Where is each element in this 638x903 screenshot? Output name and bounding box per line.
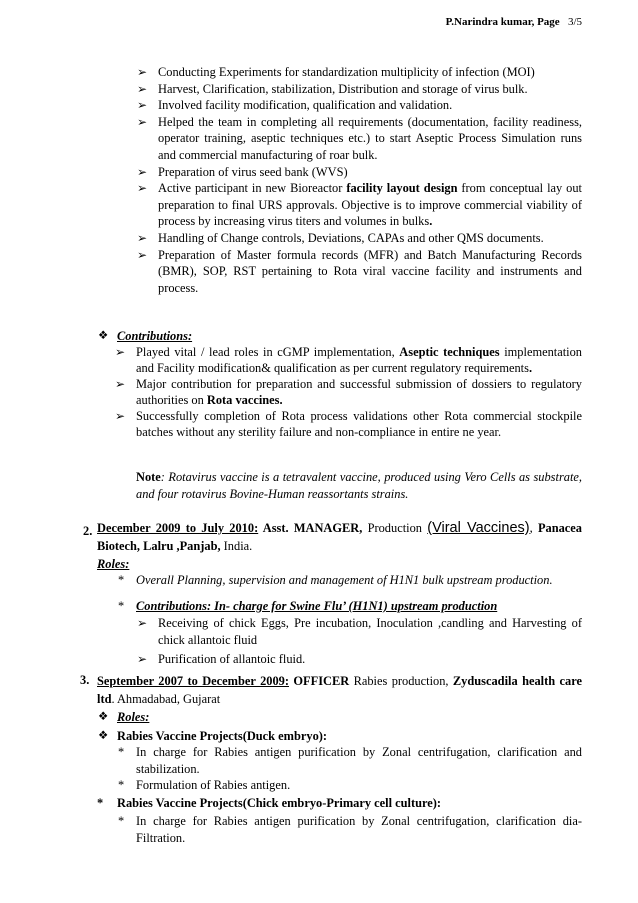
- header-page: 3/5: [567, 16, 582, 28]
- header-name: P.Narindra kumar, Page: [445, 16, 560, 28]
- job3-heading: [97, 673, 582, 708]
- job2-heading: [97, 520, 582, 555]
- star-bullet: *: [97, 796, 104, 810]
- role-text: Overall Planning, supervision and management of H1N1 bulk upstream production.: [136, 573, 553, 587]
- text: .: [429, 214, 433, 229]
- heading-text: Contributions:: [117, 329, 193, 343]
- list-item: ➢ Harvest, Clarification, stabilization, Distribution and storage of virus bulk.: [158, 81, 582, 98]
- list-item: ➢ Receiving of chick Eggs, Pre incubation, Inoculation ,candling and Harvesting of chick allantoic fluid: [158, 615, 582, 649]
- list-item: ➢ Involved facility modification, qualification and validation.: [158, 97, 582, 114]
- text: Major contribution for preparation and successful submission of dossiers to regulatory authorities on: [136, 377, 582, 407]
- list-item: ➢ Purification of allantoic fluid.: [158, 651, 582, 668]
- job2-contributions-list: [158, 615, 582, 668]
- item-number: 3.: [80, 673, 90, 687]
- project-heading: Rabies Vaccine Projects(Duck embryo):: [117, 729, 328, 743]
- job-dates: December 2009 to July 2010:: [97, 521, 259, 535]
- text: .: [528, 361, 533, 375]
- note-label: Note: [136, 470, 161, 484]
- bold-text: Rota vaccines.: [206, 393, 283, 407]
- note-text: : Rotavirus vaccine is a tetravalent vaccine, produced using Vero Cells as substrate, and four rotavirus Bovine-Human reassortants strains.: [136, 470, 582, 501]
- job-title: Asst. MANAGER,: [258, 521, 363, 535]
- contributions-section: [117, 328, 582, 345]
- list-item: * In charge for Rabies antigen purification by Zonal centrifugation, clarification and stabilization.: [136, 744, 582, 777]
- job-place: . Ahmadabad, Gujarat: [111, 691, 221, 706]
- text: Played vital / lead roles in cGMP implementation,: [136, 345, 400, 359]
- job-dates: September 2007 to December 2009:: [97, 674, 289, 688]
- job-dept-underlined: (Viral Vaccines): [427, 520, 530, 536]
- job2-roles-heading: [97, 556, 129, 573]
- list-item: ➢ Preparation of virus seed bank (WVS): [158, 164, 582, 181]
- list-item: [136, 344, 582, 376]
- page-header: [446, 16, 582, 28]
- text: ,: [529, 521, 538, 535]
- contributions-list: [136, 344, 582, 440]
- job-title: OFFICER: [289, 674, 350, 688]
- roles-text: Roles:: [117, 710, 150, 724]
- job-dept: Production: [362, 521, 428, 535]
- text: Active participant in new Bioreactor: [158, 181, 347, 196]
- project-heading: Rabies Vaccine Projects(Chick embryo-Primary cell culture):: [117, 796, 442, 810]
- duck-list: [136, 744, 582, 794]
- roles-heading: Roles:: [97, 557, 130, 571]
- bold-text: Aseptic techniques: [399, 345, 500, 359]
- list-item: * In charge for Rabies antigen purification by Zonal centrifugation, clarification dia-Filtration.: [136, 813, 582, 846]
- duck-heading: [117, 728, 582, 745]
- job-dept: Rabies production,: [349, 674, 453, 688]
- list-item: [136, 376, 582, 408]
- job-place: India.: [220, 538, 253, 553]
- list-item: ➢ Successfully completion of Rota process validations other Rota commercial stockpile batches without any sterility failure and non-compliance in entire ne year.: [136, 408, 582, 440]
- job2-contributions-heading: [136, 598, 582, 615]
- list-item-bioreactor: [158, 180, 582, 230]
- chick-heading-block: [97, 795, 582, 812]
- list-item: [136, 572, 582, 589]
- list-item: * Formulation of Rabies antigen.: [136, 777, 582, 794]
- text: implementation and Facility modification& qualification as per current regulatory requirements: [136, 345, 583, 375]
- item-number: 2.: [83, 524, 93, 538]
- list-item: ➢ Preparation of Master formula records (MFR) and Batch Manufacturing Records (BMR), SOP, RST pertaining to Rota viral vaccine facility and instruments and process.: [158, 247, 582, 297]
- chick-heading: [97, 795, 582, 812]
- contrib-heading: Contributions: In- charge for Swine Flu’ (H1N1) upstream production: [136, 599, 498, 613]
- top-bullet-list: [158, 64, 582, 296]
- list-item: [136, 598, 582, 615]
- note-paragraph: [136, 469, 582, 503]
- list-item: ➢ Handling of Change controls, Deviations, CAPAs and other QMS documents.: [158, 230, 582, 247]
- roles-heading: [117, 709, 582, 726]
- list-item: ➢ Conducting Experiments for standardization multiplicity of infection (MOI): [158, 64, 582, 81]
- chick-list: [136, 813, 582, 846]
- job2-role-list: [136, 572, 582, 589]
- bold-text: facility layout design: [346, 181, 458, 196]
- list-item: ➢ Helped the team in completing all requirements (documentation, facility readiness, operator training, aseptic techniques etc.) to start Aseptic Process Simulation runs and commercial manufacturing of roar bulk.: [158, 114, 582, 164]
- job3-sections: [117, 709, 582, 745]
- text: from conceptual lay out preparation to final URS approvals. Objective is to improve commercial viability of process by increasing virus titers and volumes in bulks: [158, 181, 582, 229]
- contributions-heading: [117, 328, 582, 345]
- job-company: Zyduscadila health care ltd: [97, 674, 582, 706]
- job-company: Panacea Biotech, Lalru ,Panjab,: [97, 521, 582, 553]
